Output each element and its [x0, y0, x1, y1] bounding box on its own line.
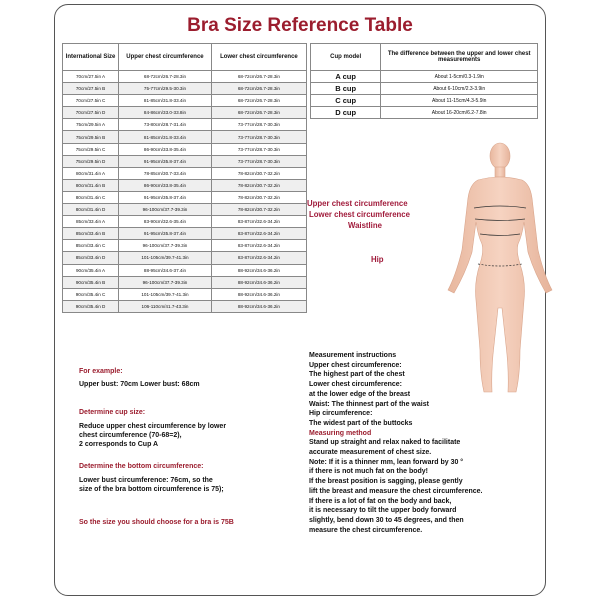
- table-row: [63, 228, 307, 240]
- col-international-size: International Size: [63, 44, 119, 71]
- table-row: [63, 71, 307, 83]
- instructions-section: [309, 351, 541, 535]
- bottom-line-1: Lower bust circumference: 76cm, so the: [79, 477, 213, 484]
- table-cell: 73-80cm/28.7-31.4in: [119, 119, 212, 131]
- table-cell: 78-85cm/30.7-33.4in: [119, 167, 212, 179]
- instr-line: accurate measurement of chest size.: [309, 449, 432, 457]
- table-row: [311, 83, 538, 95]
- table-cell: 90cm/35.4in D: [63, 300, 119, 312]
- measuring-method-heading: Measuring method: [309, 429, 372, 437]
- table-row: [63, 143, 307, 155]
- table-row: [63, 288, 307, 300]
- instr-line: if there is not much fat on the body!: [309, 468, 428, 476]
- table-cell: 78-82cm/30.7-32.2in: [211, 204, 306, 216]
- table-row: [63, 300, 307, 312]
- table-cell: 86-90cm/33.8-35.4in: [119, 179, 212, 191]
- example-line: Upper bust: 70cm Lower bust: 68cm: [79, 381, 200, 388]
- table-cell: 80cm/31.4in C: [63, 191, 119, 203]
- cup-difference-cell: About 11-15cm/4.3-5.9in: [381, 95, 538, 107]
- instr-line: Measurement instructions: [309, 352, 397, 359]
- instr-line: Hip circumference:: [309, 410, 373, 418]
- instr-line: If there is a lot of fat on the body and back,: [309, 497, 452, 505]
- table-cell: 75cm/29.5in A: [63, 119, 119, 131]
- table-row: [63, 252, 307, 264]
- cup-name-cell: D cup: [311, 107, 381, 119]
- table-cell: 83-90cm/32.6-35.4in: [119, 216, 212, 228]
- cup-size-heading: Determine cup size:: [79, 409, 146, 416]
- bottom-line-2: size of the bra bottom circumference is 75);: [79, 486, 224, 493]
- table-cell: 88-92cm/34.6-36.2in: [211, 264, 306, 276]
- table-cell: 68-72cm/26.7-28.3in: [211, 71, 306, 83]
- cup-size-line-3: 2 corresponds to Cup A: [79, 441, 159, 448]
- cup-size-line-2: chest circumference (70-68=2),: [79, 432, 182, 439]
- table-cell: 96-100cm/37.7-39.3in: [119, 240, 212, 252]
- table-cell: 83-87cm/32.6-34.2in: [211, 252, 306, 264]
- conclusion-line: So the size you should choose for a bra is 75B: [79, 519, 234, 526]
- table-cell: 73-77cm/28.7-30.3in: [211, 155, 306, 167]
- table-cell: 96-100cm/37.7-39.3in: [119, 204, 212, 216]
- cup-difference-cell: About 1-5cm/0.3-1.9in: [381, 71, 538, 83]
- table-cell: 81-85cm/31.8-33.4in: [119, 95, 212, 107]
- table-cell: 90cm/35.4in C: [63, 288, 119, 300]
- table-cell: 70cm/27.5in A: [63, 71, 119, 83]
- table-row: [63, 167, 307, 179]
- table-cell: 70cm/27.5in C: [63, 95, 119, 107]
- instr-line: The widest part of the buttocks: [309, 419, 413, 427]
- table-cell: 88-92cm/34.6-36.2in: [211, 288, 306, 300]
- table-row: [63, 191, 307, 203]
- table-cell: 80cm/31.4in D: [63, 204, 119, 216]
- table-cell: 78-82cm/30.7-32.2in: [211, 179, 306, 191]
- col-cup-model: Cup model: [311, 44, 381, 71]
- reference-card: [54, 4, 546, 596]
- cup-table-header: [311, 44, 538, 71]
- table-cell: 101-105cm/39.7-41.3in: [119, 288, 212, 300]
- col-difference: The difference between the upper and lower chest measurements: [381, 44, 538, 71]
- instr-line: Upper chest circumference:: [309, 361, 402, 369]
- table-cell: 68-72cm/26.7-28.3in: [211, 83, 306, 95]
- table-row: [63, 95, 307, 107]
- bottom-heading: Determine the bottom circumference:: [79, 463, 204, 470]
- label-lower-chest: Lower chest circumference: [309, 210, 410, 219]
- table-row: [63, 276, 307, 288]
- instr-line: lift the breast and measure the chest circumference.: [309, 487, 483, 495]
- table-cell: 85cm/33.4in D: [63, 252, 119, 264]
- col-upper-chest: Upper chest circumference: [119, 44, 212, 71]
- table-cell: 85cm/33.4in C: [63, 240, 119, 252]
- cup-table-body: [311, 71, 538, 119]
- table-cell: 86-90cm/33.8-35.4in: [119, 143, 212, 155]
- table-cell: 75-77cm/29.5-30.3in: [119, 83, 212, 95]
- page-title: Bra Size Reference Table: [187, 15, 413, 36]
- table-cell: 88-92cm/34.6-36.2in: [211, 300, 306, 312]
- table-cell: 88-92cm/34.6-36.2in: [211, 276, 306, 288]
- table-row: [311, 107, 538, 119]
- table-cell: 88-95cm/34.6-37.4in: [119, 264, 212, 276]
- table-row: [63, 240, 307, 252]
- table-cell: 68-72cm/26.7-28.3in: [211, 107, 306, 119]
- table-row: [63, 107, 307, 119]
- table-cell: 75cm/29.5in B: [63, 131, 119, 143]
- table-row: [63, 216, 307, 228]
- table-cell: 85cm/33.4in B: [63, 228, 119, 240]
- label-hip: Hip: [371, 255, 384, 264]
- table-row: [311, 95, 538, 107]
- cup-name-cell: C cup: [311, 95, 381, 107]
- table-cell: 101-105cm/39.7-41.3in: [119, 252, 212, 264]
- table-row: [63, 155, 307, 167]
- instr-line: slightly, bend down 30 to 45 degrees, and then: [309, 516, 464, 524]
- table-cell: 78-82cm/30.7-32.2in: [211, 191, 306, 203]
- table-cell: 70cm/27.5in D: [63, 107, 119, 119]
- table-cell: 73-77cm/28.7-30.3in: [211, 143, 306, 155]
- table-cell: 78-82cm/30.7-32.2in: [211, 167, 306, 179]
- table-cell: 83-87cm/32.6-34.2in: [211, 216, 306, 228]
- table-cell: 106-110cm/41.7-43.3in: [119, 300, 212, 312]
- cup-name-cell: A cup: [311, 71, 381, 83]
- instr-line: at the lower edge of the breast: [309, 390, 411, 398]
- table-cell: 91-95cm/35.8-37.4in: [119, 228, 212, 240]
- table-cell: 90cm/35.4in B: [63, 276, 119, 288]
- size-table-body: [63, 71, 307, 313]
- table-cell: 80cm/31.4in A: [63, 167, 119, 179]
- table-cell: 83-87cm/32.6-34.2in: [211, 228, 306, 240]
- table-row: [63, 83, 307, 95]
- table-cell: 91-95cm/35.8-37.4in: [119, 155, 212, 167]
- table-row: [311, 71, 538, 83]
- cup-difference-cell: About 6-10cm/2.3-3.9in: [381, 83, 538, 95]
- table-cell: 96-100cm/37.7-39.3in: [119, 276, 212, 288]
- table-cell: 80cm/31.4in B: [63, 179, 119, 191]
- instr-line: measure the chest circumference.: [309, 526, 423, 534]
- table-cell: 81-85cm/31.8-33.4in: [119, 131, 212, 143]
- table-row: [63, 204, 307, 216]
- size-table: [62, 43, 307, 313]
- instr-line: The highest part of the chest: [309, 371, 405, 379]
- example-heading: For example:: [79, 368, 123, 375]
- table-row: [63, 131, 307, 143]
- label-waistline: Waistline: [348, 221, 382, 230]
- instr-line: Note: If it is a thinner mm, lean forward by 30 °: [309, 458, 464, 466]
- instr-line: it is necessary to tilt the upper body forward: [309, 507, 457, 515]
- cup-difference-cell: About 16-20cm/6.2-7.8in: [381, 107, 538, 119]
- cup-table: [310, 43, 538, 119]
- table-cell: 70cm/27.5in B: [63, 83, 119, 95]
- instr-line: Stand up straight and relax naked to facilitate: [309, 439, 461, 447]
- table-cell: 68-72cm/26.7-28.3in: [211, 95, 306, 107]
- table-cell: 91-95cm/35.8-37.4in: [119, 191, 212, 203]
- size-table-header: [63, 44, 307, 71]
- table-cell: 90cm/35.4in A: [63, 264, 119, 276]
- table-cell: 83-87cm/32.6-34.2in: [211, 240, 306, 252]
- instr-line: Waist: The thinnest part of the waist: [309, 400, 429, 408]
- table-row: [63, 264, 307, 276]
- table-cell: 75cm/29.5in C: [63, 143, 119, 155]
- table-cell: 84-86cm/33.0-33.8in: [119, 107, 212, 119]
- table-row: [63, 179, 307, 191]
- table-cell: 68-72cm/26.7-28.3in: [119, 71, 212, 83]
- table-row: [63, 119, 307, 131]
- cup-name-cell: B cup: [311, 83, 381, 95]
- instr-line: If the breast position is sagging, please gently: [309, 478, 463, 486]
- instr-line: Lower chest circumference:: [309, 381, 402, 389]
- table-cell: 75cm/29.5in D: [63, 155, 119, 167]
- cup-size-line-1: Reduce upper chest circumference by lower: [79, 423, 227, 430]
- table-cell: 73-77cm/28.7-30.3in: [211, 131, 306, 143]
- table-cell: 73-77cm/28.7-30.3in: [211, 119, 306, 131]
- table-cell: 85cm/33.4in A: [63, 216, 119, 228]
- example-section: [79, 367, 309, 527]
- col-lower-chest: Lower chest circumference: [211, 44, 306, 71]
- label-upper-chest: Upper chest circumference: [307, 199, 408, 208]
